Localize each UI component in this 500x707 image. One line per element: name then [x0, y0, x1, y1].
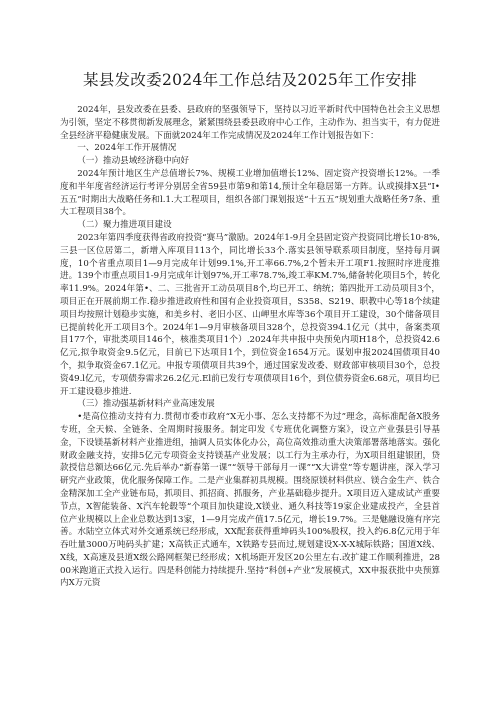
document-body	[60, 104, 440, 590]
subsection-heading: （一）推动县域经济稳中向好	[77, 156, 189, 167]
section-heading: 一、2024年工作开展情况	[77, 143, 177, 154]
body-paragraph: •是高位推动支持有力.贯彻市委市政府“X无小事、怎么支持都不为过”理念，高标准配备X股务专班，全天候、全链条、全周期时接服务。制定印发《专班优化调整方案》，设立产业强县引导基金，下设镁基新材料产业推进组，抽调人员实体化办公，高位高效推动重大决策部署落地落实。强化财政金融支持，安排5亿元专项资金支持镁基产业发展；以工行为主承办行，为X项目组建银团，贷款授信总额达66亿元.先后举办“新春第一课”“领导干部每月一课”“X大讲堂”等专题讲座，深入学习研究产业政策，优化服务保障工作。二是产业集群初具规模。围绕原镁材料供应、镁合金生产、铁合金精深加工全产业链布局，抓项目、抓招商、抓服务，产业基础稳步提升。X项目迈入建成试产重要节点，X智能装备、X汽车轮毂等“个项目加快建设,X镁业、通久科技等19家企业建成投产，全县首位产业规模以上企业总数达到13家，1—9月完成产值17.5亿元，增长19.7%。三是魅融设施有序完善。水陆空立体式对外交通系统已经形成，XX配套获得重坤码头100%股权，投入约6.8亿元用于年吞吐量3000万吨码头扩建；X高铁正式通车，X铁路专县而过,规划建设X-X-X城际铁路；国道X线、X线，X高速及县道X级公路网框架已经形成；X机场距开发区20公里左右.改扩建工作顺利推进，2800米跑道正式投入运行。四是科创能力持续提升.坚持“科创+产业”发展模式，XX申报获批中央预算内X万元资	[60, 412, 440, 589]
body-paragraph: 2023年第四季度获得省政府投资“赛马”激励。2024年1-9月全县固定资产投资同比增长10·8%,三县一区位居第二，新增入库项目113个，同比增长33个.落实县领导联系项目制度，坚持每月调度，10个省重点项目1—9月完成年计划99.1%,开工率66.7%,2个暂未开工项F1.按照时序进度推进。139个市重点项目1-9月完成年计划97%,开工率78.7%,竣工率KM.7%,储备转化项目5个，转化率11.9%。2024年第•、二、三批省开工动员项目8个,均已开工、纳统；第四批开工动员项目3个，项目正在开展前期工作.稳步推进政府性和国有企业投资项目，S358、S219、职教中心等18个续建项目均按照计划稳步实施，和美乡村、老旧小区、山岬里水库等36个项目开工建设，30个储备项目已提前转化开工项目3个。2024年1—9月审核备项目328个，总投资394.1亿元（其中，备案类项目177个，审批类项目146个，核准类项目1个）.2024年共申报中央预免内项H18个，总投资42.6亿元,拟争取资金9.5亿元，目前已下达项目1个，到位资金1654万元。谋划申报2024国债项目40个，拟争取资金67.1亿元。申报专项债项目共39个，通过国家发改委、财政部审核项目30个，总投资49.l亿元，专项债券需求26.2亿元.El前已发行专项债项目16个，到位债券资金6.68元，项目均已开工建设稳步推进.	[60, 232, 440, 397]
document-title: 某县发改委2024年工作总结及2025年工作安排	[82, 71, 418, 89]
body-paragraph: 2024年预计地区生产总值增长7%、规模工业增加值增长12%、固定资产投资增长12%。一季度和半年度省经济运行考评分别居全省59县市第9和第14,预计全年稳居第一方阵。认或摸排X县“I•五五”时期出大战略任务和l.1.大工程项目，组织各部门课划报送“十五五”规划重大战略任务7条、重大工程项目38个。	[60, 168, 440, 218]
body-paragraph: 2024年，县发改委在县委、县政府的坚强领导下，坚持以习近平新时代中国特色社会主义思想为引领，坚定不移贯彻新发展理念，紧紧围绕县委县政府中心工作，主动作为、担当实干，有力促进全县经济平稳健康发展。下面就2024年工作完成情况及2024年工作计划报告如下：	[60, 105, 440, 141]
subsection-heading: （三）推动强基新材料产业高速发展	[77, 399, 215, 410]
subsection-heading: （二）聚力推进项目建设	[77, 220, 172, 231]
